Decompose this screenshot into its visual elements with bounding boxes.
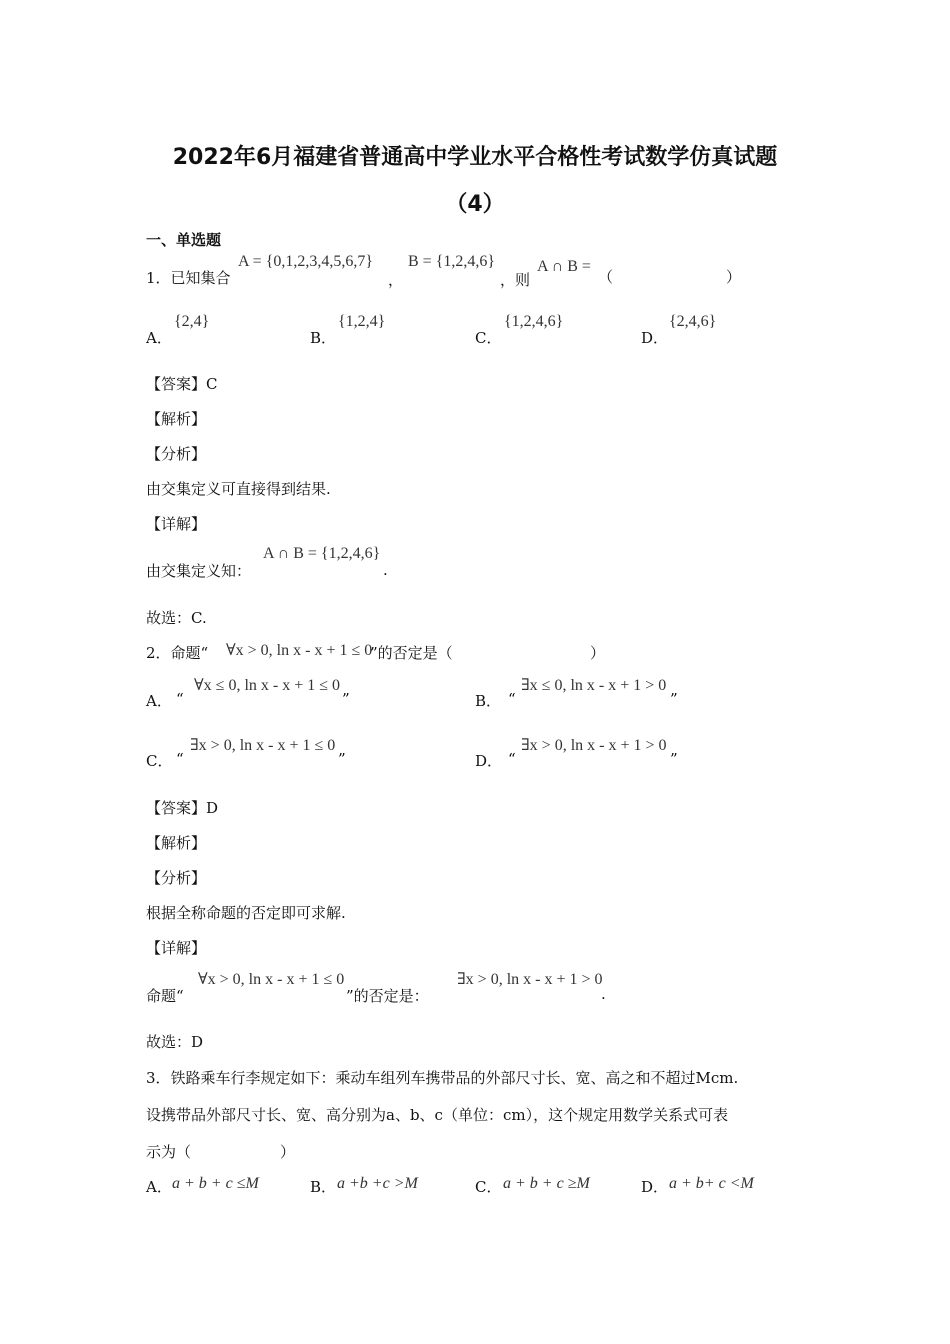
q3-option-c-label: C． [475, 1178, 502, 1196]
q1-xiangjie-math: A ∩ B = {1,2,4,6} [263, 545, 381, 562]
q2-answer: 【答案】D [146, 799, 219, 817]
q2-stem-suffix: ”的否定是（ [370, 644, 453, 662]
q1-xiangjie-suffix: . [383, 561, 388, 579]
q1-jiexi: 【解析】 [146, 410, 207, 428]
q1-paren-close: ） [726, 268, 742, 286]
q2-option-b: ∃x ≤ 0, ln x - x + 1 > 0 [521, 677, 667, 694]
q1-comma: ， [388, 271, 404, 289]
q2-option-c-label: C． [146, 752, 173, 770]
q2-option-c-close-quote: ” [338, 750, 346, 768]
q3-stem-line2: 设携带品外部尺寸长、宽、高分别为a、b、c（单位：cm），这个规定用数学关系式可表 [146, 1106, 729, 1124]
q2-paren-close: ） [590, 644, 606, 662]
q2-option-a-label: A． [146, 692, 172, 710]
q3-stem-line3-b: ） [280, 1143, 296, 1161]
q1-set-a: A = {0,1,2,3,4,5,6,7} [238, 253, 374, 270]
q2-option-b-close-quote: ” [670, 690, 678, 708]
q1-option-a: {2,4} [174, 313, 210, 330]
q2-option-c: ∃x > 0, ln x - x + 1 ≤ 0 [190, 737, 336, 754]
q1-option-a-label: A． [146, 329, 172, 347]
q2-option-d: ∃x > 0, ln x - x + 1 > 0 [521, 737, 667, 754]
q2-option-a-open-quote: “ [176, 690, 184, 708]
q2-fenxi-text: 根据全称命题的否定即可求解. [146, 904, 346, 922]
q3-option-c: a + b + c ≥M [503, 1175, 590, 1192]
q2-conclusion: 故选：D [146, 1033, 204, 1051]
q1-xiangjie: 【详解】 [146, 515, 207, 533]
q1-option-b: {1,2,4} [338, 313, 386, 330]
q2-option-b-label: B． [475, 692, 502, 710]
q3-stem-line1: 3．铁路乘车行李规定如下：乘动车组列车携带品的外部尺寸长、宽、高之和不超过Mcm. [146, 1069, 739, 1087]
q3-option-a: a + b + c ≤M [172, 1175, 259, 1192]
section-heading: 一、单选题 [146, 231, 222, 249]
q1-option-c: {1,2,4,6} [504, 313, 564, 330]
q1-stem-prefix: 1．已知集合 [146, 269, 231, 287]
q2-fenxi: 【分析】 [146, 869, 207, 887]
q1-answer: 【答案】C [146, 375, 218, 393]
q1-fenxi: 【分析】 [146, 445, 207, 463]
document-title-number: （4） [445, 192, 505, 217]
q1-fenxi-text: 由交集定义可直接得到结果. [146, 480, 331, 498]
q2-jiexi: 【解析】 [146, 834, 207, 852]
q3-option-b-label: B． [310, 1178, 337, 1196]
q2-xiangjie: 【详解】 [146, 939, 207, 957]
q1-option-c-label: C． [475, 329, 502, 347]
q1-xiangjie-prefix: 由交集定义知： [146, 562, 252, 580]
q1-option-d-label: D． [641, 329, 669, 347]
q1-conclusion: 故选：C. [146, 609, 207, 627]
q2-option-d-label: D． [475, 752, 503, 770]
q3-option-a-label: A． [146, 1178, 172, 1196]
q3-option-d: a + b+ c <M [669, 1175, 754, 1192]
q2-xiangjie-suffix: . [601, 985, 606, 1003]
q2-xiangjie-mid: ”的否定是： [346, 987, 429, 1005]
q2-option-d-open-quote: “ [508, 750, 516, 768]
q2-option-a-close-quote: ” [342, 690, 350, 708]
q1-option-b-label: B． [310, 329, 337, 347]
q1-expression: A ∩ B = [537, 258, 591, 275]
q3-option-d-label: D． [641, 1178, 669, 1196]
q2-option-b-open-quote: “ [508, 690, 516, 708]
q3-stem-line3-a: 示为（ [146, 1143, 192, 1161]
q1-paren-open: （ [598, 268, 614, 286]
q2-option-d-close-quote: ” [670, 750, 678, 768]
q2-option-a: ∀x ≤ 0, ln x - x + 1 ≤ 0 [194, 677, 341, 694]
document-title: 2022年6月福建省普通高中学业水平合格性考试数学仿真试题 [172, 145, 778, 170]
q2-xiangjie-prefix: 命题“ [146, 987, 184, 1005]
q1-set-b: B = {1,2,4,6} [408, 253, 496, 270]
q3-option-b: a +b +c >M [337, 1175, 418, 1192]
q2-option-c-open-quote: “ [176, 750, 184, 768]
q2-xiangjie-math2: ∃x > 0, ln x - x + 1 > 0 [457, 971, 603, 988]
q1-option-d: {2,4,6} [669, 313, 717, 330]
q2-stem-math: ∀x > 0, ln x - x + 1 ≤ 0 [226, 642, 373, 659]
q1-then: ，则 [500, 271, 531, 289]
q2-stem-prefix: 2．命题“ [146, 644, 209, 662]
q2-xiangjie-math1: ∀x > 0, ln x - x + 1 ≤ 0 [198, 971, 345, 988]
